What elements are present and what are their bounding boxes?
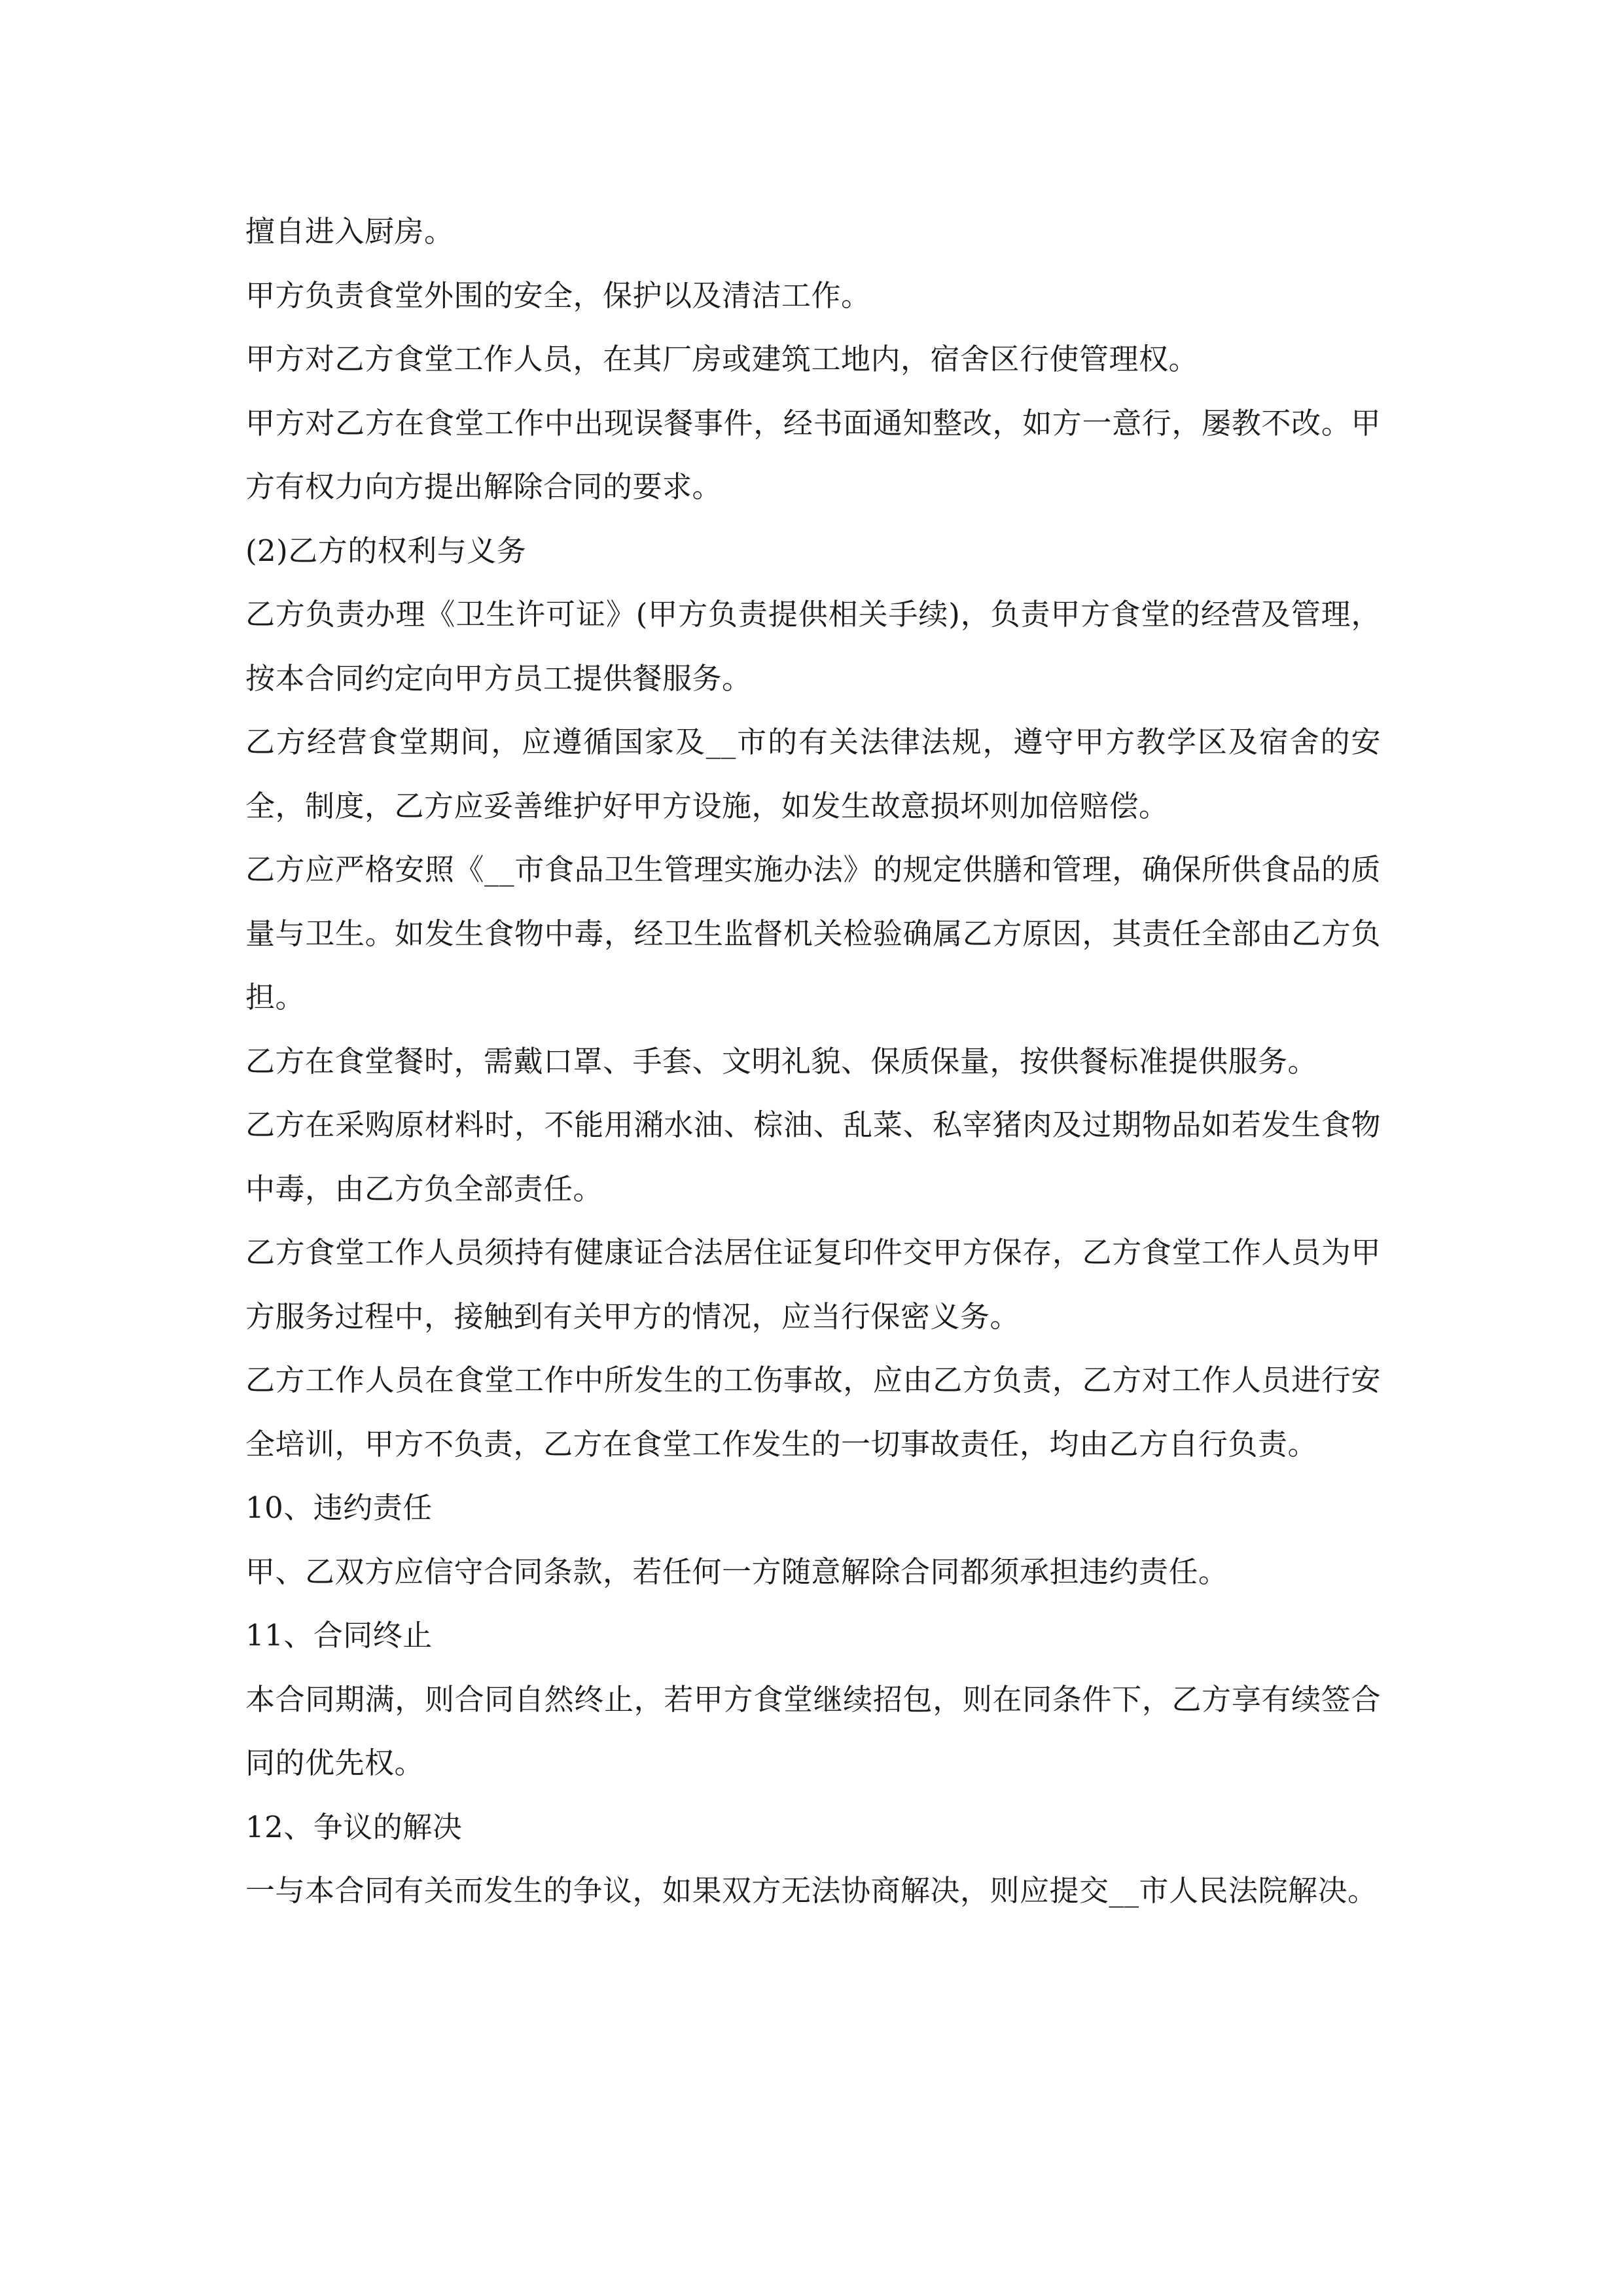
- paragraph-party-b-compliance: 乙方经营食堂期间，应遵循国家及__市的有关法律法规，遵守甲方教学区及宿舍的安全，制度，乙方应妥善维护好甲方设施，如发生故意损坏则加倍赔偿。: [245, 725, 1381, 823]
- paragraph-party-b-work-injury: 乙方工作人员在食堂工作中所发生的工伤事故，应由乙方负责，乙方对工作人员进行安全培训，甲方不负责，乙方在食堂工作发生的一切事故责任，均由乙方自行负责。: [245, 1363, 1381, 1462]
- section-heading-breach: 10、违约责任: [245, 1490, 433, 1525]
- section-heading-termination: 11、合同终止: [245, 1618, 433, 1653]
- paragraph-party-b-food-safety: 乙方应严格安照《__市食品卫生管理实施办法》的规定供膳和管理，确保所供食品的质量与卫生。如发生食物中毒，经卫生监督机关检验确属乙方原因，其责任全部由乙方负担。: [245, 852, 1381, 1014]
- paragraph-termination: 本合同期满，则合同自然终止，若甲方食堂继续招包，则在同条件下，乙方享有续签合同的优先权。: [245, 1681, 1381, 1780]
- paragraph-party-b-procurement: 乙方在采购原材料时，不能用潲水油、棕油、乱菜、私宰猪肉及过期物品如若发生食物中毒，由乙方负全部责任。: [245, 1107, 1381, 1206]
- document-page: [245, 200, 1381, 1923]
- paragraph-kitchen-entry: 擅自进入厨房。: [245, 214, 454, 249]
- paragraph-party-b-service: 乙方在食堂餐时，需戴口罩、手套、文明礼貌、保质保量，按供餐标准提供服务。: [245, 1043, 1318, 1079]
- section-heading-party-b-rights: (2)乙方的权利与义务: [245, 533, 527, 568]
- paragraph-dispute: 一与本合同有关而发生的争议，如果双方无法协商解决，则应提交__市人民法院解决。: [245, 1873, 1378, 1908]
- paragraph-party-b-license: 乙方负责办理《卫生许可证》(甲方负责提供相关手续)，负责甲方食堂的经营及管理，按本合同约定向甲方员工提供餐服务。: [245, 597, 1381, 696]
- paragraph-breach: 甲、乙双方应信守合同条款，若任何一方随意解除合同都须承担违约责任。: [245, 1554, 1228, 1589]
- paragraph-party-b-staff-certificates: 乙方食堂工作人员须持有健康证合法居住证复印件交甲方保存，乙方食堂工作人员为甲方服务过程中，接触到有关甲方的情况，应当行保密义务。: [245, 1235, 1381, 1334]
- paragraph-party-a-safety: 甲方负责食堂外围的安全，保护以及清洁工作。: [245, 278, 871, 313]
- section-heading-dispute: 12、争议的解决: [245, 1809, 463, 1844]
- paragraph-party-a-management: 甲方对乙方食堂工作人员，在其厂房或建筑工地内，宿舍区行使管理权。: [245, 342, 1199, 376]
- paragraph-party-a-termination-right: 甲方对乙方在食堂工作中出现误餐事件，经书面通知整改，如方一意行，屡教不改。甲方有权力向方提出解除合同的要求。: [245, 405, 1381, 504]
